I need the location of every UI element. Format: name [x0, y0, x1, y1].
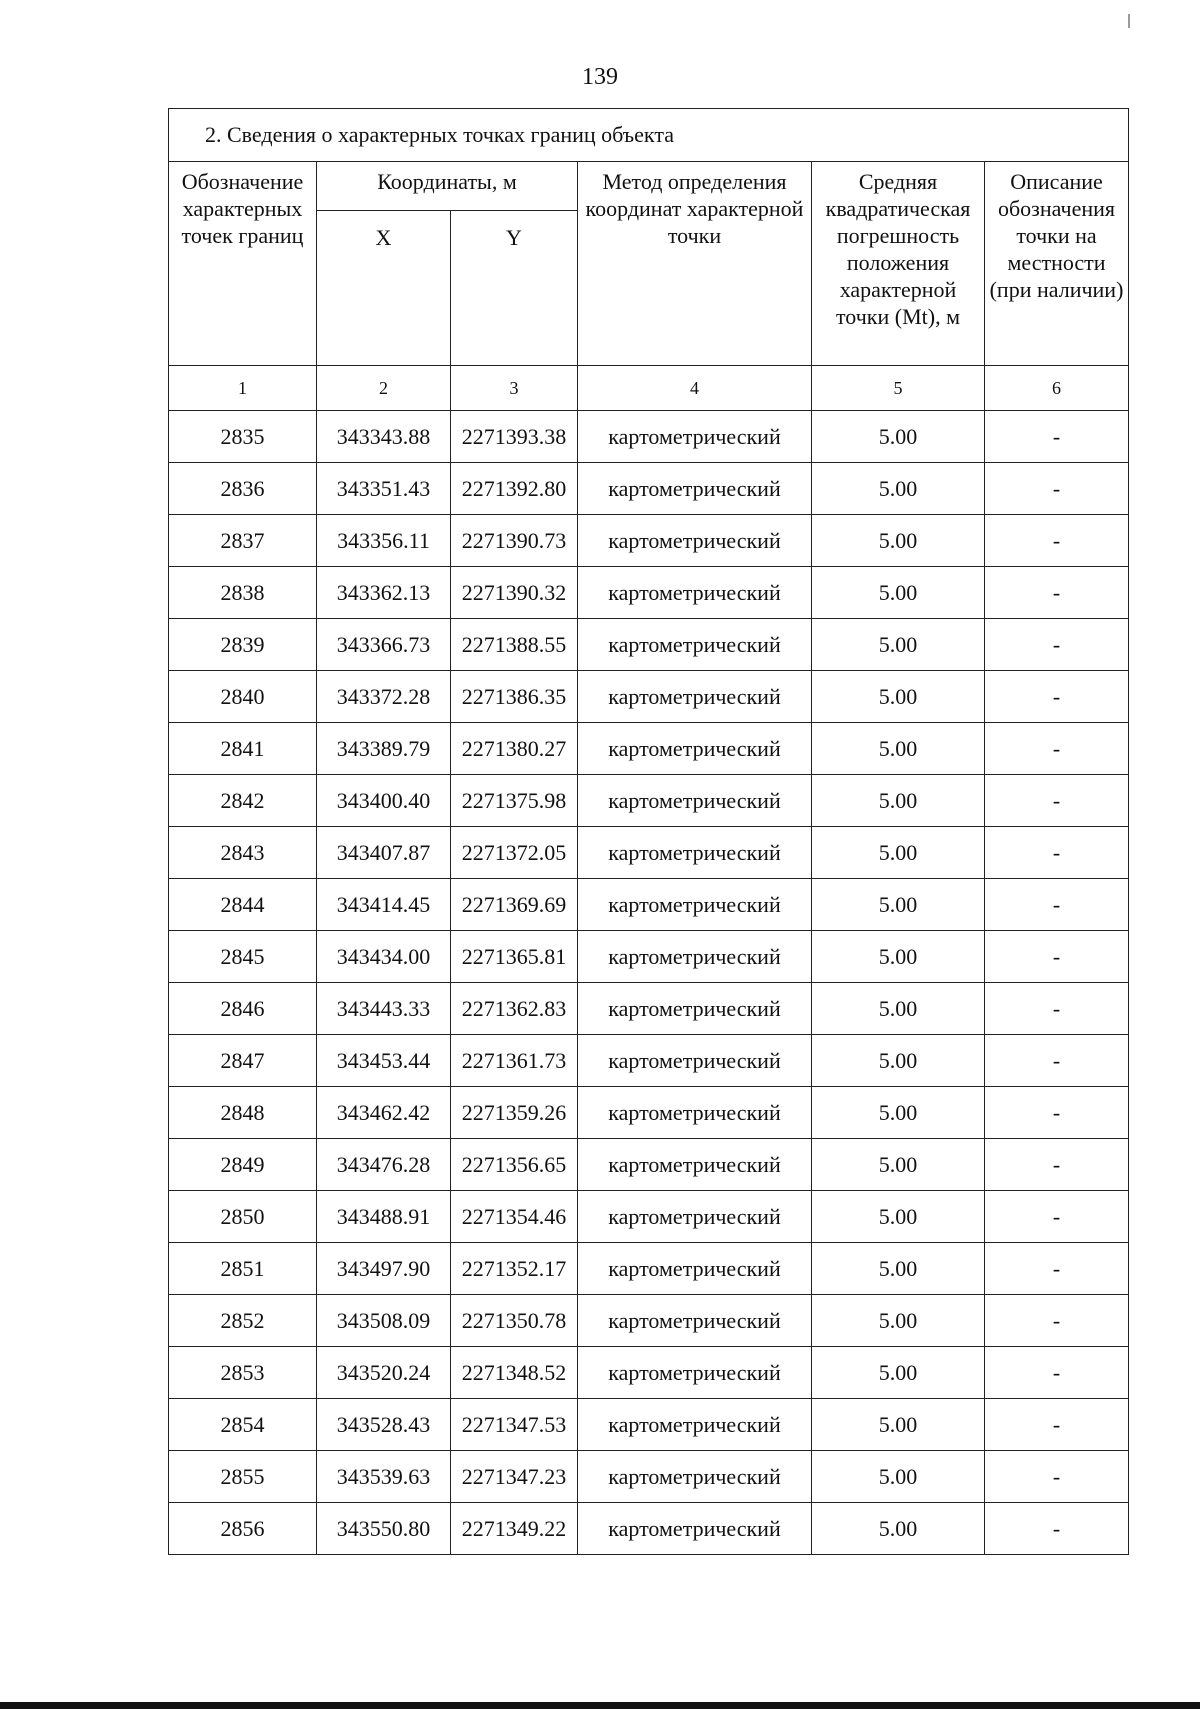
y-coordinate-cell: 2271362.83 [451, 983, 578, 1035]
y-coordinate-cell: 2271388.55 [451, 619, 578, 671]
method-cell: картометрический [578, 827, 812, 879]
column-number: 3 [451, 366, 578, 411]
method-cell: картометрический [578, 1503, 812, 1555]
error-cell: 5.00 [812, 411, 985, 463]
description-cell: - [985, 463, 1129, 515]
description-cell: - [985, 879, 1129, 931]
point-id-cell: 2852 [169, 1295, 317, 1347]
header-x: X [317, 211, 451, 366]
error-cell: 5.00 [812, 931, 985, 983]
method-cell: картометрический [578, 1399, 812, 1451]
y-coordinate-cell: 2271348.52 [451, 1347, 578, 1399]
y-coordinate-cell: 2271352.17 [451, 1243, 578, 1295]
error-cell: 5.00 [812, 1139, 985, 1191]
column-number: 6 [985, 366, 1129, 411]
point-id-cell: 2843 [169, 827, 317, 879]
description-cell: - [985, 1035, 1129, 1087]
header-y: Y [451, 211, 578, 366]
table-row [169, 1087, 1129, 1139]
description-cell: - [985, 931, 1129, 983]
description-cell: - [985, 671, 1129, 723]
point-id-cell: 2839 [169, 619, 317, 671]
method-cell: картометрический [578, 463, 812, 515]
x-coordinate-cell: 343453.44 [317, 1035, 451, 1087]
y-coordinate-cell: 2271392.80 [451, 463, 578, 515]
table-row [169, 515, 1129, 567]
x-coordinate-cell: 343497.90 [317, 1243, 451, 1295]
description-cell: - [985, 983, 1129, 1035]
x-coordinate-cell: 343407.87 [317, 827, 451, 879]
y-coordinate-cell: 2271356.65 [451, 1139, 578, 1191]
error-cell: 5.00 [812, 515, 985, 567]
x-coordinate-cell: 343443.33 [317, 983, 451, 1035]
error-cell: 5.00 [812, 671, 985, 723]
table-row [169, 619, 1129, 671]
point-id-cell: 2846 [169, 983, 317, 1035]
description-cell: - [985, 1087, 1129, 1139]
error-cell: 5.00 [812, 775, 985, 827]
y-coordinate-cell: 2271390.73 [451, 515, 578, 567]
y-coordinate-cell: 2271365.81 [451, 931, 578, 983]
y-coordinate-cell: 2271347.23 [451, 1451, 578, 1503]
description-cell: - [985, 1347, 1129, 1399]
method-cell: картометрический [578, 775, 812, 827]
point-id-cell: 2838 [169, 567, 317, 619]
header-row [169, 162, 1129, 211]
point-id-cell: 2856 [169, 1503, 317, 1555]
x-coordinate-cell: 343372.28 [317, 671, 451, 723]
column-number: 5 [812, 366, 985, 411]
method-cell: картометрический [578, 411, 812, 463]
point-id-cell: 2842 [169, 775, 317, 827]
error-cell: 5.00 [812, 1191, 985, 1243]
table-row [169, 1139, 1129, 1191]
table-row [169, 827, 1129, 879]
error-cell: 5.00 [812, 1295, 985, 1347]
error-cell: 5.00 [812, 1399, 985, 1451]
table-row [169, 1191, 1129, 1243]
x-coordinate-cell: 343488.91 [317, 1191, 451, 1243]
error-cell: 5.00 [812, 619, 985, 671]
y-coordinate-cell: 2271361.73 [451, 1035, 578, 1087]
header-designation: Обозначение характерных точек границ [169, 162, 317, 366]
table-row [169, 1451, 1129, 1503]
method-cell: картометрический [578, 983, 812, 1035]
table-row [169, 411, 1129, 463]
x-coordinate-cell: 343351.43 [317, 463, 451, 515]
error-cell: 5.00 [812, 1451, 985, 1503]
x-coordinate-cell: 343400.40 [317, 775, 451, 827]
column-number: 2 [317, 366, 451, 411]
method-cell: картометрический [578, 1451, 812, 1503]
error-cell: 5.00 [812, 1087, 985, 1139]
x-coordinate-cell: 343366.73 [317, 619, 451, 671]
method-cell: картометрический [578, 879, 812, 931]
point-id-cell: 2854 [169, 1399, 317, 1451]
y-coordinate-cell: 2271380.27 [451, 723, 578, 775]
table-body [169, 411, 1129, 1555]
error-cell: 5.00 [812, 879, 985, 931]
x-coordinate-cell: 343343.88 [317, 411, 451, 463]
description-cell: - [985, 1139, 1129, 1191]
header-description: Описание обозначения точки на местности (при наличии) [985, 162, 1129, 366]
point-id-cell: 2845 [169, 931, 317, 983]
method-cell: картометрический [578, 723, 812, 775]
column-number: 1 [169, 366, 317, 411]
x-coordinate-cell: 343362.13 [317, 567, 451, 619]
table-row [169, 775, 1129, 827]
y-coordinate-cell: 2271372.05 [451, 827, 578, 879]
description-cell: - [985, 1295, 1129, 1347]
error-cell: 5.00 [812, 723, 985, 775]
x-coordinate-cell: 343462.42 [317, 1087, 451, 1139]
error-cell: 5.00 [812, 1503, 985, 1555]
method-cell: картометрический [578, 567, 812, 619]
y-coordinate-cell: 2271354.46 [451, 1191, 578, 1243]
y-coordinate-cell: 2271375.98 [451, 775, 578, 827]
description-cell: - [985, 619, 1129, 671]
x-coordinate-cell: 343528.43 [317, 1399, 451, 1451]
table-row [169, 1243, 1129, 1295]
y-coordinate-cell: 2271347.53 [451, 1399, 578, 1451]
method-cell: картометрический [578, 931, 812, 983]
table-row [169, 931, 1129, 983]
page-number: 139 [582, 64, 618, 90]
point-id-cell: 2851 [169, 1243, 317, 1295]
point-id-cell: 2836 [169, 463, 317, 515]
x-coordinate-cell: 343414.45 [317, 879, 451, 931]
point-id-cell: 2841 [169, 723, 317, 775]
table-row [169, 567, 1129, 619]
method-cell: картометрический [578, 1295, 812, 1347]
description-cell: - [985, 1191, 1129, 1243]
table-row [169, 1399, 1129, 1451]
point-id-cell: 2840 [169, 671, 317, 723]
table-row [169, 671, 1129, 723]
table-row [169, 463, 1129, 515]
description-cell: - [985, 1243, 1129, 1295]
description-cell: - [985, 515, 1129, 567]
y-coordinate-cell: 2271390.32 [451, 567, 578, 619]
method-cell: картометрический [578, 515, 812, 567]
method-cell: картометрический [578, 1087, 812, 1139]
header-method: Метод определения координат характерной точки [578, 162, 812, 366]
error-cell: 5.00 [812, 1243, 985, 1295]
point-id-cell: 2848 [169, 1087, 317, 1139]
description-cell: - [985, 827, 1129, 879]
point-id-cell: 2837 [169, 515, 317, 567]
boundary-points-table [168, 108, 1129, 1555]
error-cell: 5.00 [812, 983, 985, 1035]
point-id-cell: 2853 [169, 1347, 317, 1399]
description-cell: - [985, 1503, 1129, 1555]
point-id-cell: 2849 [169, 1139, 317, 1191]
error-cell: 5.00 [812, 1035, 985, 1087]
table-row [169, 1347, 1129, 1399]
description-cell: - [985, 567, 1129, 619]
table-row [169, 879, 1129, 931]
scan-bottom-edge [0, 1702, 1200, 1709]
point-id-cell: 2855 [169, 1451, 317, 1503]
description-cell: - [985, 1399, 1129, 1451]
error-cell: 5.00 [812, 567, 985, 619]
point-id-cell: 2850 [169, 1191, 317, 1243]
header-coordinates: Координаты, м [317, 162, 578, 211]
method-cell: картометрический [578, 619, 812, 671]
point-id-cell: 2844 [169, 879, 317, 931]
error-cell: 5.00 [812, 463, 985, 515]
y-coordinate-cell: 2271393.38 [451, 411, 578, 463]
x-coordinate-cell: 343539.63 [317, 1451, 451, 1503]
section-title: 2. Сведения о характерных точках границ объекта [169, 109, 1129, 162]
column-number: 4 [578, 366, 812, 411]
description-cell: - [985, 723, 1129, 775]
x-coordinate-cell: 343356.11 [317, 515, 451, 567]
description-cell: - [985, 411, 1129, 463]
error-cell: 5.00 [812, 1347, 985, 1399]
table-row [169, 983, 1129, 1035]
x-coordinate-cell: 343389.79 [317, 723, 451, 775]
method-cell: картометрический [578, 1347, 812, 1399]
x-coordinate-cell: 343434.00 [317, 931, 451, 983]
y-coordinate-cell: 2271369.69 [451, 879, 578, 931]
x-coordinate-cell: 343508.09 [317, 1295, 451, 1347]
description-cell: - [985, 775, 1129, 827]
section-title-row [169, 109, 1129, 162]
scan-edge-mark [1128, 14, 1130, 28]
column-numbers-row [169, 366, 1129, 411]
point-id-cell: 2847 [169, 1035, 317, 1087]
y-coordinate-cell: 2271386.35 [451, 671, 578, 723]
table-row [169, 1295, 1129, 1347]
method-cell: картометрический [578, 671, 812, 723]
y-coordinate-cell: 2271359.26 [451, 1087, 578, 1139]
method-cell: картометрический [578, 1243, 812, 1295]
table-row [169, 1035, 1129, 1087]
x-coordinate-cell: 343550.80 [317, 1503, 451, 1555]
x-coordinate-cell: 343476.28 [317, 1139, 451, 1191]
header-error: Средняя квадратическая погрешность положения характерной точки (Mt), м [812, 162, 985, 366]
method-cell: картометрический [578, 1191, 812, 1243]
method-cell: картометрический [578, 1139, 812, 1191]
y-coordinate-cell: 2271350.78 [451, 1295, 578, 1347]
table-row [169, 1503, 1129, 1555]
point-id-cell: 2835 [169, 411, 317, 463]
table-row [169, 723, 1129, 775]
x-coordinate-cell: 343520.24 [317, 1347, 451, 1399]
y-coordinate-cell: 2271349.22 [451, 1503, 578, 1555]
error-cell: 5.00 [812, 827, 985, 879]
description-cell: - [985, 1451, 1129, 1503]
method-cell: картометрический [578, 1035, 812, 1087]
